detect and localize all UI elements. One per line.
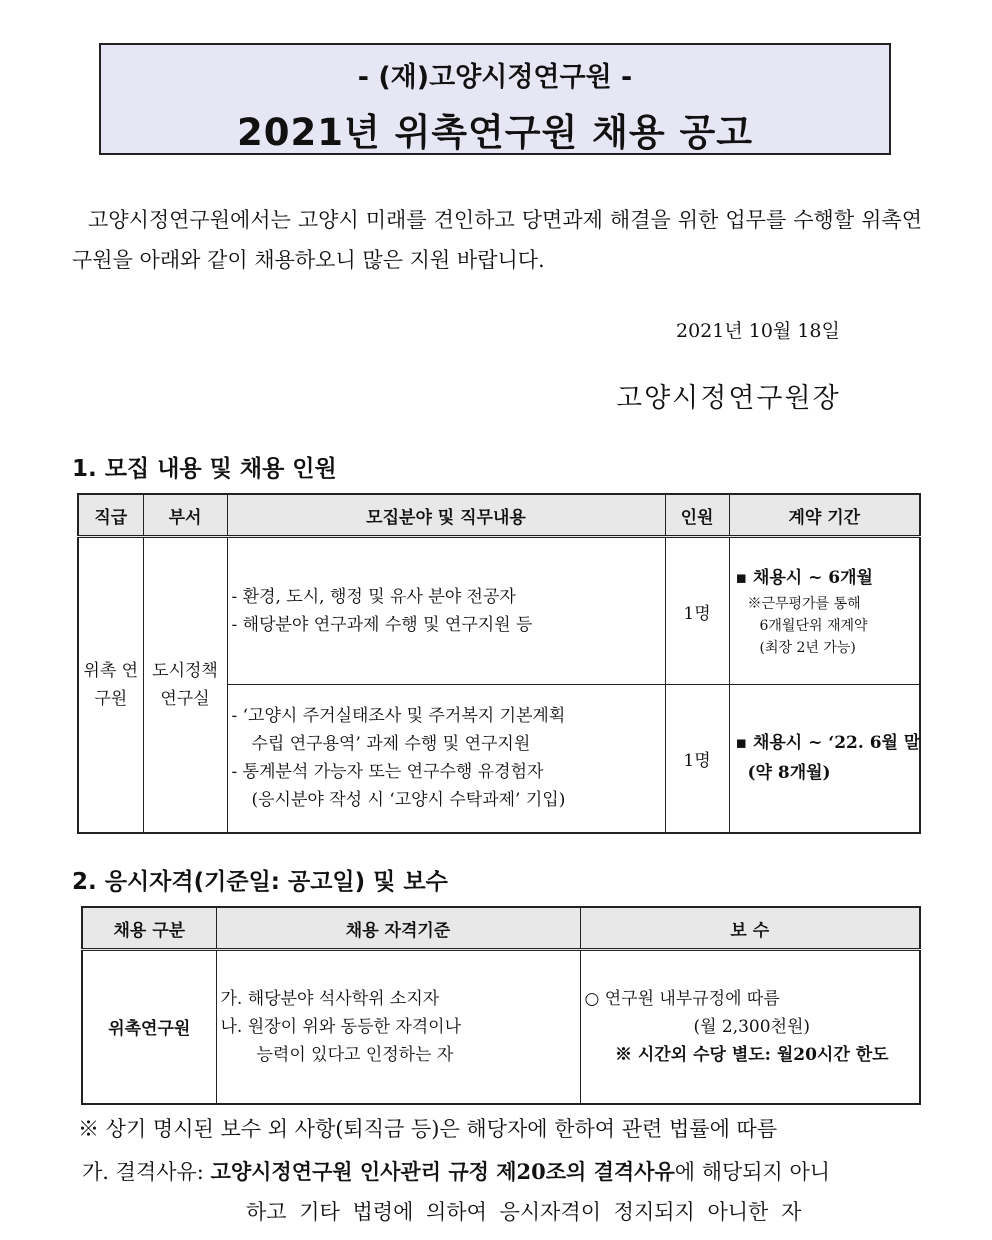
col-grade: 직급 xyxy=(78,494,143,537)
criteria-line: 능력이 있다고 인정하는 자 xyxy=(256,1044,454,1065)
intro-paragraph xyxy=(72,200,922,280)
pay-line: ※ 시간외 수당 별도: 월20시간 한도 xyxy=(614,1044,889,1065)
announcement-date: 2021년 10월 18일 xyxy=(676,320,840,342)
duty-line: - ‘고양시 주거실태조사 및 주거복지 기본계획 xyxy=(231,706,566,727)
col-count: 인원 xyxy=(665,494,729,537)
signer: 고양시정연구원장 xyxy=(616,383,841,414)
criteria-cell xyxy=(216,950,580,1104)
header-subtitle: - (재)고양시정연구원 - xyxy=(357,62,633,93)
table-header-row xyxy=(78,494,920,537)
term-cell xyxy=(729,537,920,685)
col-criteria: 채용 자격기준 xyxy=(216,907,580,950)
recruitment-table xyxy=(77,493,921,834)
duty-cell xyxy=(227,537,665,685)
note-ga-bold: 고양시정연구원 인사관리 규정 제20조의 결격사유 xyxy=(210,1159,675,1184)
col-period: 계약 기간 xyxy=(729,494,920,537)
count-cell: 1명 xyxy=(665,537,729,685)
type-cell: 위촉연구원 xyxy=(82,950,216,1104)
count-cell: 1명 xyxy=(665,685,729,833)
page-title: 2021년 위촉연구원 채용 공고 xyxy=(236,111,754,154)
col-dept: 부서 xyxy=(143,494,227,537)
section2-title: 2. 응시자격(기준일: 공고일) 및 보수 xyxy=(72,869,448,895)
grade-cell: 위촉 연구원 xyxy=(78,537,143,833)
qualification-table xyxy=(81,906,921,1105)
note-ga-label: 가. 결격사유: xyxy=(82,1160,204,1184)
duty-line: 수립 연구용역’ 과제 수행 및 연구지원 xyxy=(251,734,531,755)
note-ga-rest: 에 해당되지 아니 xyxy=(674,1160,831,1184)
term-main: ▪ 채용시 ~ ‘22. 6월 말 xyxy=(735,733,921,754)
section1-title: 1. 모집 내용 및 채용 인원 xyxy=(72,456,337,482)
term-cell xyxy=(729,685,920,833)
pay-line: ○ 연구원 내부규정에 따름 xyxy=(584,988,780,1009)
col-type: 채용 구분 xyxy=(82,907,216,950)
term-note: (최장 2년 가능) xyxy=(759,640,856,656)
title-box xyxy=(99,43,891,155)
col-field: 모집분야 및 직무내용 xyxy=(227,494,665,537)
intro-text: 고양시정연구원에서는 고양시 미래를 견인하고 당면과제 해결을 위한 업무를 수행할 위촉연구원을 아래와 같이 채용하오니 많은 지원 바랍니다. xyxy=(72,208,922,272)
duty-cell xyxy=(227,685,665,833)
criteria-line: 가. 해당분야 석사학위 소지자 xyxy=(220,988,440,1009)
dept-cell: 도시정책 연구실 xyxy=(143,537,227,833)
term-note: ※근무평가를 통해 xyxy=(747,596,861,612)
duty-line: - 환경, 도시, 행정 및 유사 분야 전공자 xyxy=(231,587,516,607)
criteria-line: 나. 원장이 위와 동등한 자격이나 xyxy=(220,1016,462,1037)
pay-line: (월 2,300천원) xyxy=(693,1016,811,1037)
duty-line: (응시분야 작성 시 ‘고양시 수탁과제’ 기입) xyxy=(251,790,566,811)
term-sub: (약 8개월) xyxy=(747,763,831,784)
note-main: ※ 상기 명시된 보수 외 사항(퇴직금 등)은 해당자에 한하여 관련 법률에 따름 xyxy=(78,1117,778,1141)
table-row xyxy=(82,950,920,1104)
term-note: 6개월단위 재계약 xyxy=(759,618,868,634)
pay-cell xyxy=(580,950,920,1104)
table-row xyxy=(78,537,920,685)
duty-line: - 통계분석 가능자 또는 연구수행 유경험자 xyxy=(231,762,544,783)
duty-line: - 해당분야 연구과제 수행 및 연구지원 등 xyxy=(231,615,533,635)
table-header-row xyxy=(82,907,920,950)
note-ga-line2: 하고 기타 법령에 의하여 응시자격이 정지되지 아니한 자 xyxy=(246,1200,802,1224)
col-pay: 보 수 xyxy=(580,907,920,950)
note-ga xyxy=(82,1156,830,1186)
term-main: ▪ 채용시 ~ 6개월 xyxy=(735,568,873,588)
